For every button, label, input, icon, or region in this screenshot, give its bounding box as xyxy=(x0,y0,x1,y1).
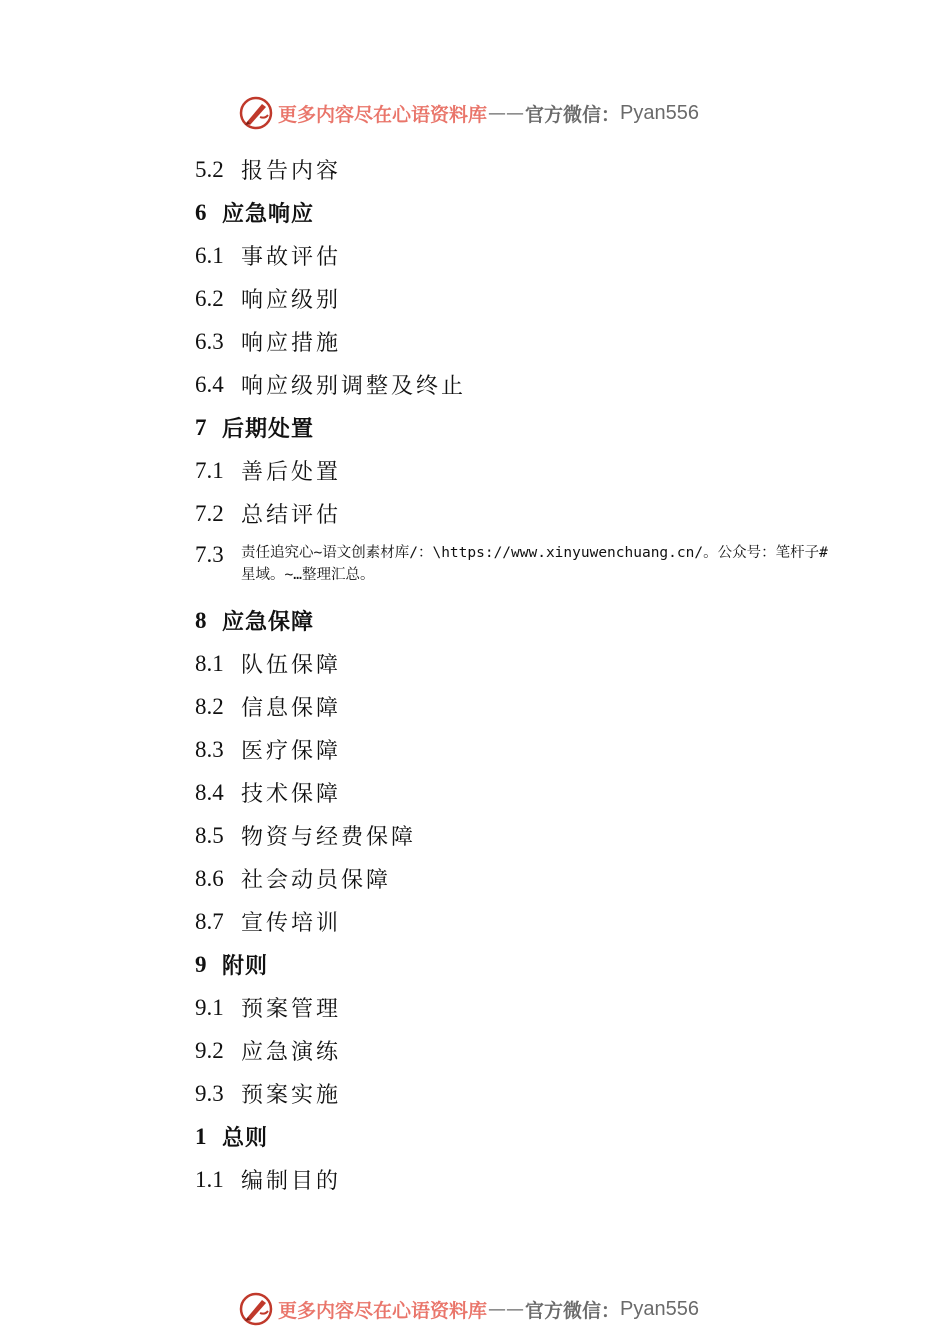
wechat-id: Pyan556 xyxy=(620,1297,699,1320)
toc-title: 物资与经费保障 xyxy=(241,825,417,850)
toc-entry-7-1 xyxy=(195,449,835,492)
toc-heading-9 xyxy=(195,943,835,986)
toc-title: 报告内容 xyxy=(241,159,342,184)
toc-title: 信息保障 xyxy=(241,696,342,721)
toc-number: 8.4 xyxy=(195,779,224,805)
toc-entry-5-2 xyxy=(195,148,835,191)
toc-heading-8 xyxy=(195,599,835,642)
toc-title: 响应措施 xyxy=(241,331,342,356)
toc-title: 事故评估 xyxy=(241,245,342,270)
toc-number: 8 xyxy=(195,607,207,633)
pen-circle-logo-icon xyxy=(238,95,274,131)
toc-title: 总结评估 xyxy=(241,503,342,528)
toc-number: 6.1 xyxy=(195,242,224,268)
toc-entry-9-2 xyxy=(195,1029,835,1072)
toc-number: 6.2 xyxy=(195,285,224,311)
toc-heading-6 xyxy=(195,191,835,234)
toc-number: 7.3 xyxy=(195,542,224,567)
brand-separator: —— xyxy=(488,1298,525,1320)
toc-title: 善后处置 xyxy=(241,460,342,485)
toc-title: 宣传培训 xyxy=(241,911,342,936)
toc-number: 8.3 xyxy=(195,736,224,762)
toc-entry-8-4 xyxy=(195,771,835,814)
toc-number: 9.1 xyxy=(195,994,224,1020)
toc-entry-7-2 xyxy=(195,492,835,535)
toc-title: 编制目的 xyxy=(241,1169,342,1194)
toc-number: 1 xyxy=(195,1123,207,1149)
toc-title: 附则 xyxy=(222,953,269,979)
toc-entry-6-4 xyxy=(195,363,835,406)
toc-title: 应急保障 xyxy=(222,609,315,635)
toc-number: 8.7 xyxy=(195,908,224,934)
toc-title: 预案管理 xyxy=(241,997,342,1022)
toc-entry-6-3 xyxy=(195,320,835,363)
toc-title: 应急响应 xyxy=(222,201,315,227)
toc-entry-7-3 xyxy=(195,535,835,599)
wechat-label: 官方微信： xyxy=(525,103,621,126)
toc-number: 1.1 xyxy=(195,1166,224,1192)
toc-number: 7.1 xyxy=(195,457,224,483)
footer-banner xyxy=(238,1289,699,1329)
toc-number: 9.2 xyxy=(195,1037,224,1063)
toc-entry-8-5 xyxy=(195,814,835,857)
wechat-label: 官方微信： xyxy=(525,1299,621,1322)
toc-number: 7 xyxy=(195,414,207,440)
toc-title: 预案实施 xyxy=(241,1083,342,1108)
toc-heading-7 xyxy=(195,406,835,449)
toc-entry-1-1 xyxy=(195,1158,835,1201)
brand-text: 更多内容尽在心语资料库 xyxy=(278,103,488,126)
toc-number: 7.2 xyxy=(195,500,224,526)
toc-number: 9.3 xyxy=(195,1080,224,1106)
toc-number: 6.4 xyxy=(195,371,224,397)
toc-title: 医疗保障 xyxy=(241,739,342,764)
toc-entry-6-2 xyxy=(195,277,835,320)
toc-number: 8.1 xyxy=(195,650,224,676)
toc-number: 9 xyxy=(195,951,207,977)
toc-number: 8.5 xyxy=(195,822,224,848)
header-banner xyxy=(238,93,699,133)
toc-entry-8-3 xyxy=(195,728,835,771)
brand-separator: —— xyxy=(488,102,525,124)
toc-entry-8-7 xyxy=(195,900,835,943)
toc-title: 技术保障 xyxy=(241,782,342,807)
toc-entry-8-1 xyxy=(195,642,835,685)
toc-title: 总则 xyxy=(222,1125,269,1151)
toc-title: 应急演练 xyxy=(241,1040,342,1065)
toc-number: 5.2 xyxy=(195,156,224,182)
toc-entry-9-3 xyxy=(195,1072,835,1115)
toc-entry-9-1 xyxy=(195,986,835,1029)
toc-title: 社会动员保障 xyxy=(241,868,392,893)
toc-heading-1 xyxy=(195,1115,835,1158)
toc-number: 6.3 xyxy=(195,328,224,354)
toc-title: 后期处置 xyxy=(222,416,315,442)
brand-text: 更多内容尽在心语资料库 xyxy=(278,1299,488,1322)
toc-number: 8.6 xyxy=(195,865,224,891)
wechat-id: Pyan556 xyxy=(620,101,699,124)
toc-title: 响应级别调整及终止 xyxy=(241,374,467,399)
toc-title: 责任追究心~语文创素材库/：\https://www.xinyuwenchuang.cn/。公众号：笔杆子#星域。~…整理汇总。 xyxy=(241,545,828,583)
toc-number: 6 xyxy=(195,199,207,225)
toc-entry-8-2 xyxy=(195,685,835,728)
toc-entry-6-1 xyxy=(195,234,835,277)
table-of-contents xyxy=(195,148,835,1201)
pen-circle-logo-icon xyxy=(238,1291,274,1327)
toc-title: 队伍保障 xyxy=(241,653,342,678)
toc-entry-8-6 xyxy=(195,857,835,900)
toc-title: 响应级别 xyxy=(241,288,342,313)
toc-number: 8.2 xyxy=(195,693,224,719)
